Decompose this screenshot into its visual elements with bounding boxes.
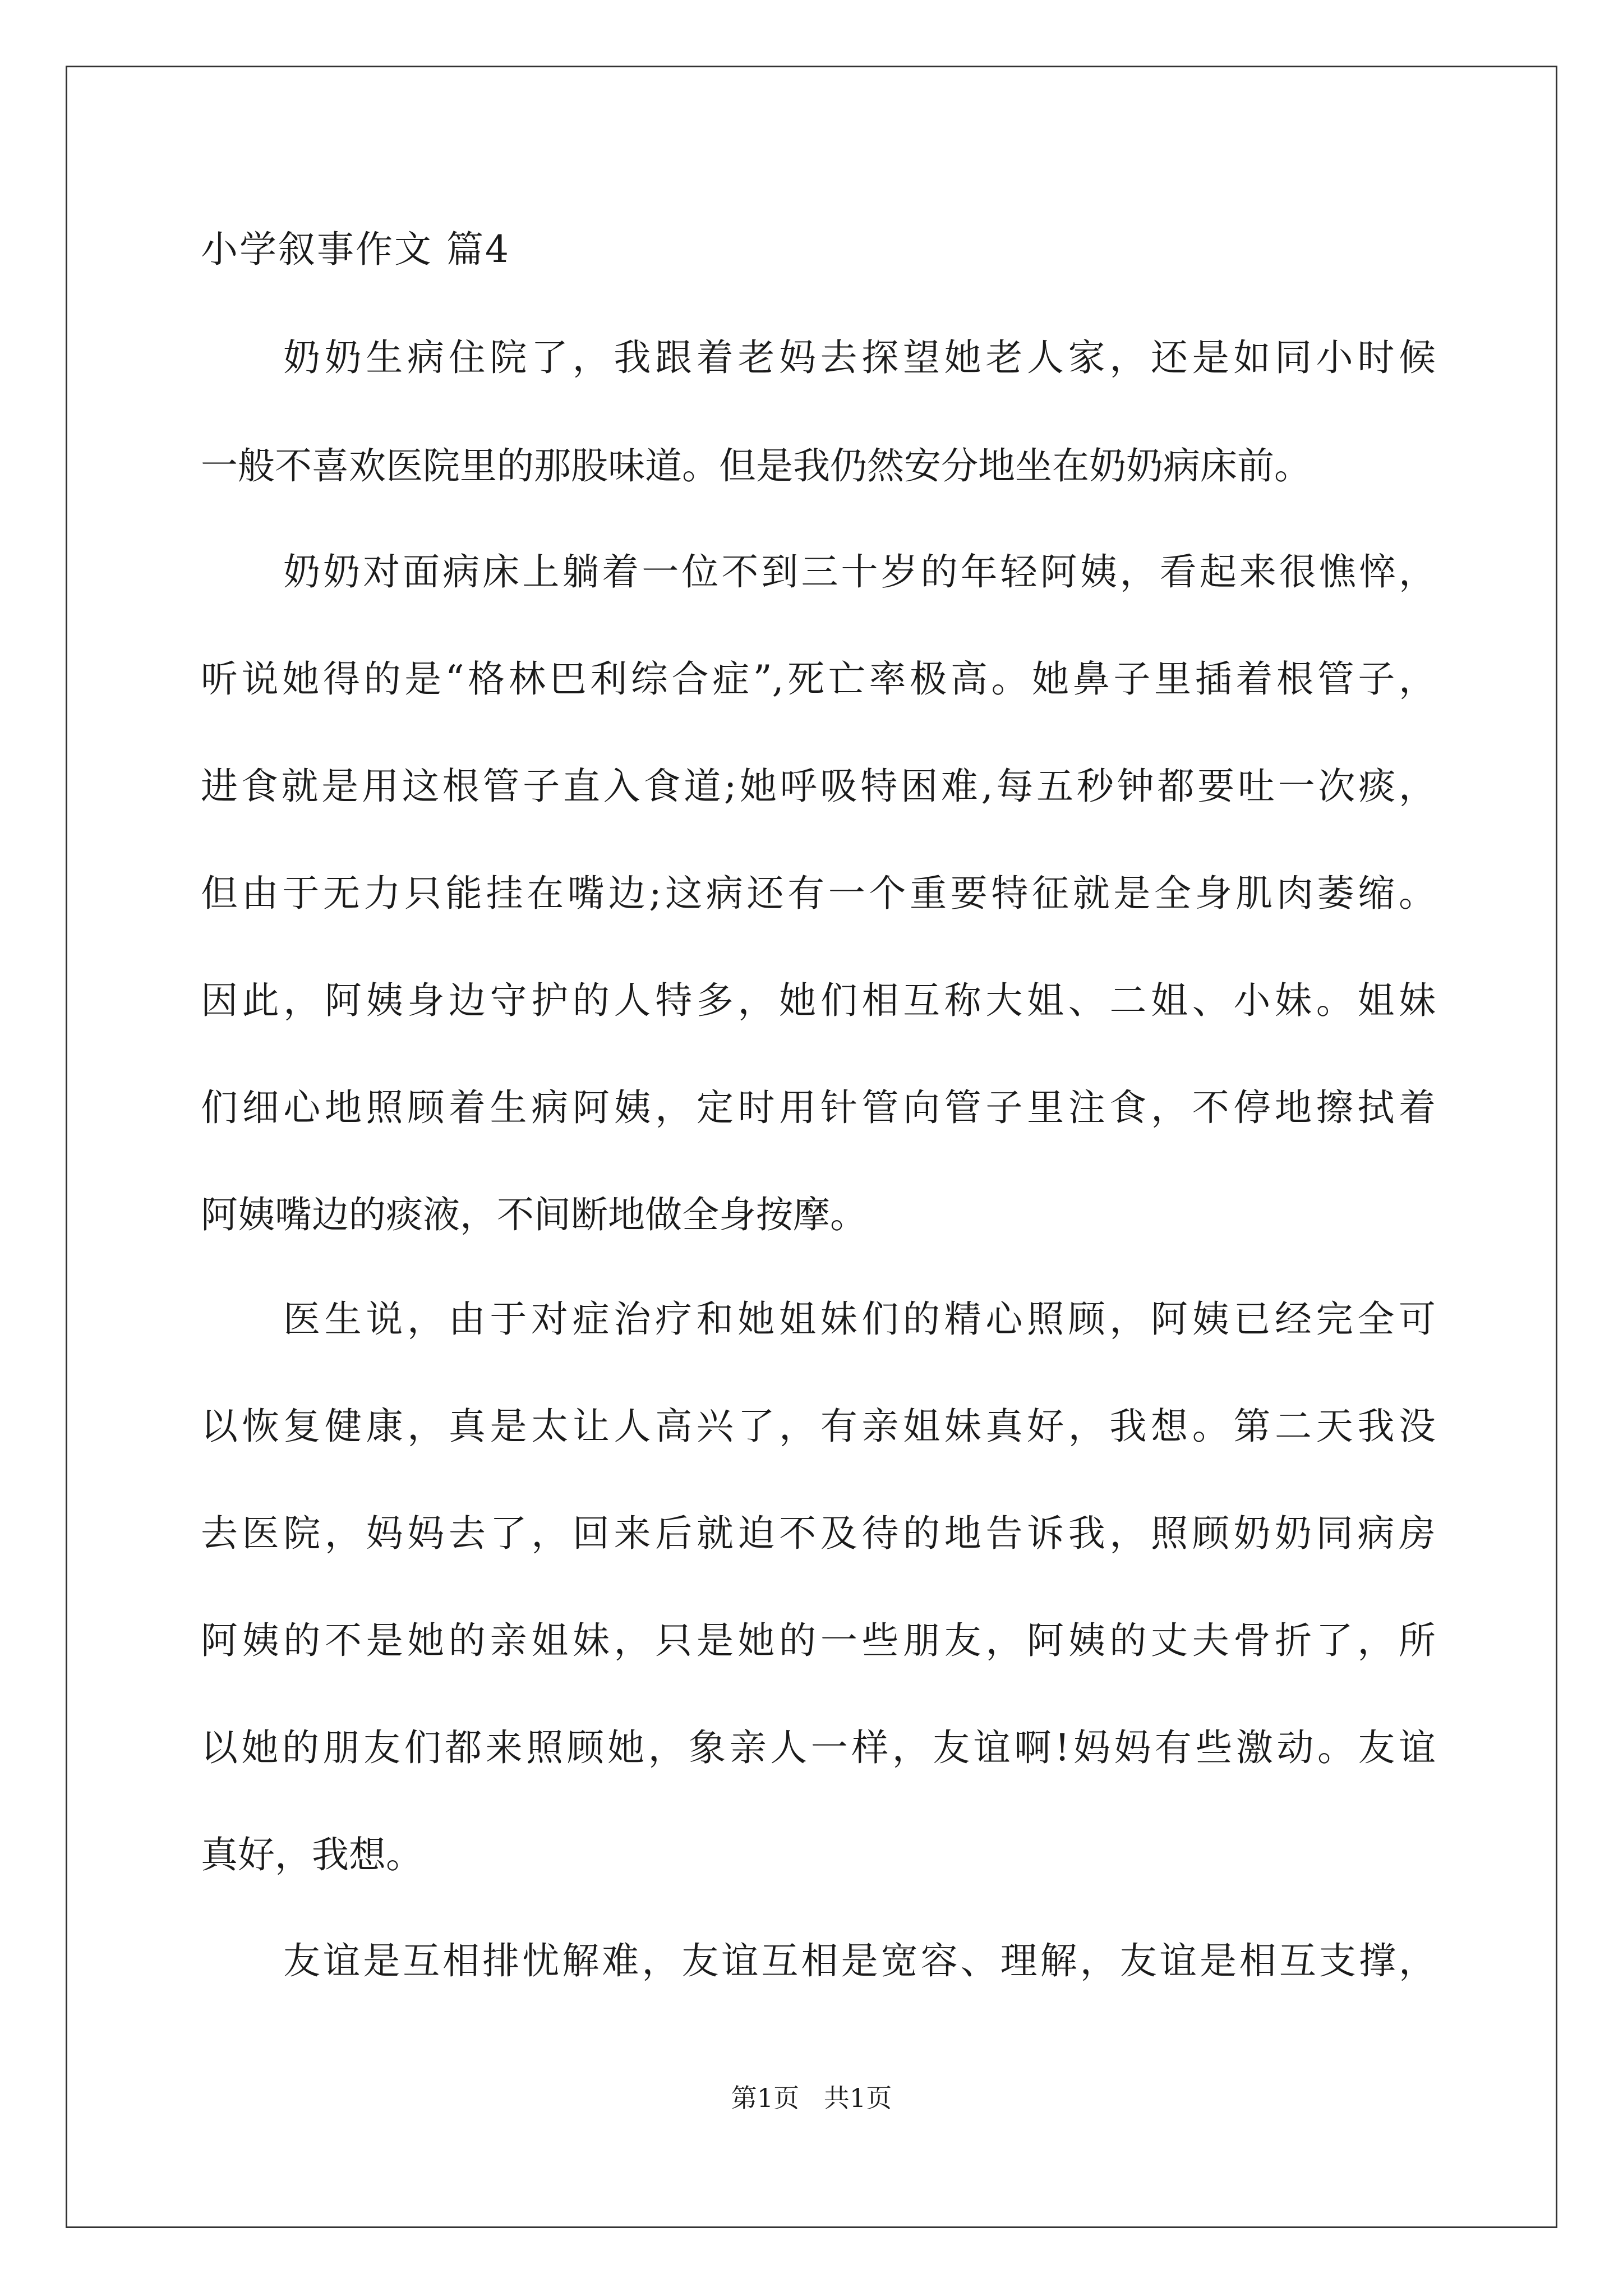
paragraph-2-line-2: 听说她得的是“格林巴利综合症”,死亡率极高。她鼻子里插着根管子， bbox=[201, 657, 1436, 701]
paragraph-3-line-5: 以她的朋友们都来照顾她，象亲人一样，友谊啊!妈妈有些激动。友谊 bbox=[201, 1726, 1436, 1769]
paragraph-3-line-3: 去医院，妈妈去了，回来后就迫不及待的地告诉我，照顾奶奶同病房 bbox=[201, 1512, 1436, 1555]
paragraph-1-line-2: 一般不喜欢医院里的那股味道。但是我仍然安分地坐在奶奶病床前。 bbox=[201, 444, 1311, 487]
document-title: 小学叙事作文 篇4 bbox=[201, 228, 510, 271]
page-frame bbox=[66, 66, 1557, 2228]
paragraph-2-line-6: 们细心地照顾着生病阿姨，定时用针管向管子里注食，不停地擦拭着 bbox=[201, 1086, 1436, 1129]
paragraph-2-line-4: 但由于无力只能挂在嘴边;这病还有一个重要特征就是全身肌肉萎缩。 bbox=[201, 872, 1436, 915]
paragraph-1-line-1: 奶奶生病住院了，我跟着老妈去探望她老人家，还是如同小时候 bbox=[283, 336, 1436, 379]
paragraph-2-line-7: 阿姨嘴边的痰液，不间断地做全身按摩。 bbox=[201, 1193, 867, 1236]
paragraph-3-line-1: 医生说，由于对症治疗和她姐妹们的精心照顾，阿姨已经完全可 bbox=[283, 1297, 1436, 1341]
paragraph-3-line-4: 阿姨的不是她的亲姐妹，只是她的一些朋友，阿姨的丈夫骨折了，所 bbox=[201, 1619, 1436, 1662]
paragraph-4-line-1: 友谊是互相排忧解难，友谊互相是宽容、理解，友谊是相互支撑， bbox=[283, 1939, 1436, 1982]
paragraph-2-line-3: 进食就是用这根管子直入食道;她呼吸特困难,每五秒钟都要吐一次痰， bbox=[201, 765, 1436, 808]
paragraph-2-line-5: 因此，阿姨身边守护的人特多，她们相互称大姐、二姐、小妹。姐妹 bbox=[201, 979, 1436, 1022]
paragraph-3-line-6: 真好，我想。 bbox=[201, 1833, 423, 1876]
paragraph-2-line-1: 奶奶对面病床上躺着一位不到三十岁的年轻阿姨，看起来很憔悴， bbox=[283, 550, 1436, 593]
page-number-footer: 第1页 共1页 bbox=[731, 2083, 892, 2113]
paragraph-3-line-2: 以恢复健康，真是太让人高兴了，有亲姐妹真好，我想。第二天我没 bbox=[201, 1405, 1436, 1448]
